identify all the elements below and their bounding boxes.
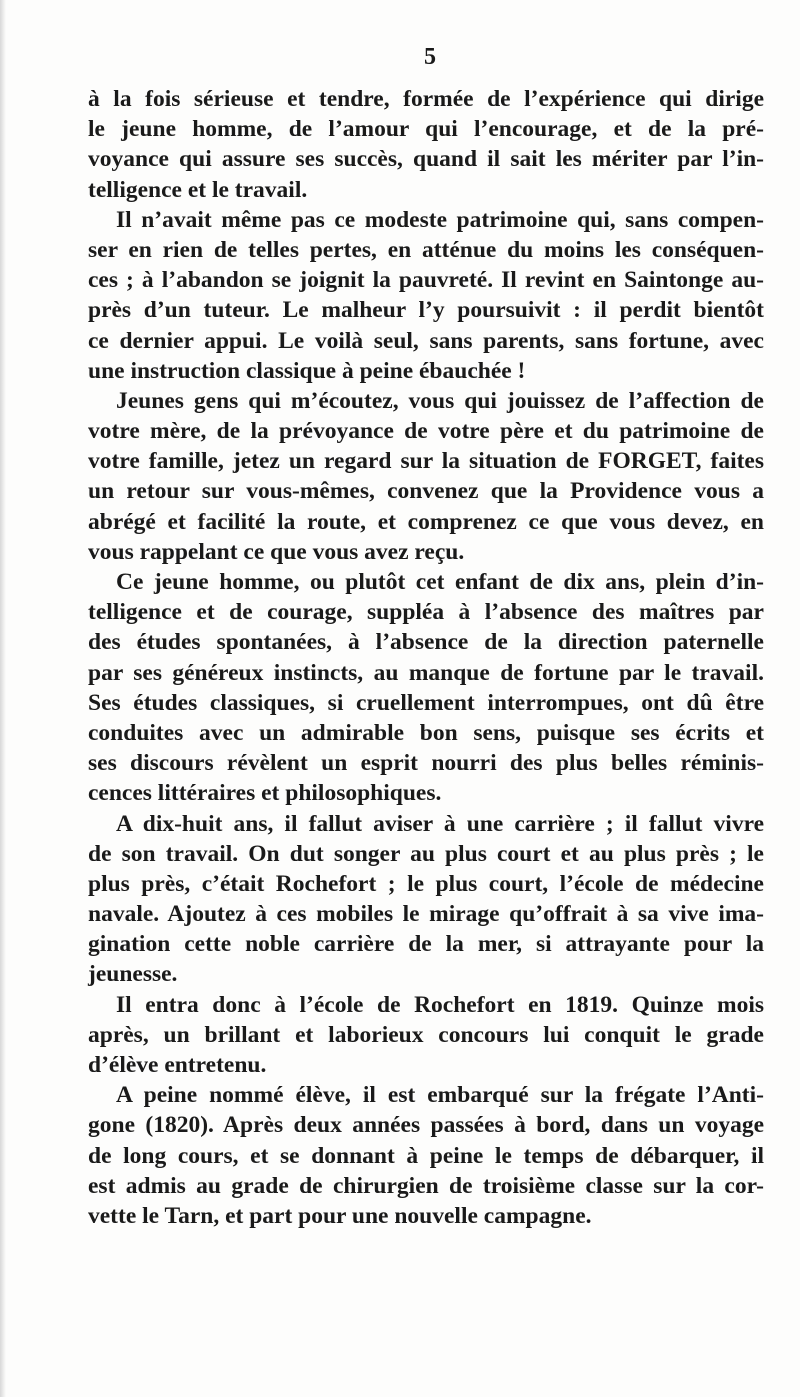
text-line: voyance qui assure ses succès, quand il sait les mériter par l’in-: [88, 146, 764, 173]
text-line: à la fois sérieuse et tendre, formée de l’expérience qui dirige: [88, 86, 764, 112]
text-line: jeunesse.: [88, 961, 178, 988]
text-line: des études spontanées, à l’absence de la direction paternelle: [88, 629, 764, 656]
text-line: Ses études classiques, si cruellement interrompues, ont dû être: [88, 689, 764, 716]
text-line: gination cette noble carrière de la mer, si attrayante pour la: [88, 931, 764, 958]
text-line: d’élève entretenu.: [88, 1052, 267, 1078]
text-line: le jeune homme, de l’amour qui l’encourage, et de la pré-: [88, 116, 764, 143]
text-line: votre mère, de la prévoyance de votre père et du patrimoine de: [88, 418, 764, 445]
text-line: votre famille, jetez un regard sur la situation de FORGET, faites: [88, 448, 764, 475]
page-number: 5: [424, 44, 436, 70]
text-line: conduites avec un admirable bon sens, puisque ses écrits et: [88, 719, 764, 746]
text-line: Jeunes gens qui m’écoutez, vous qui jouissez de l’affection de: [116, 387, 764, 414]
text-line: plus près, c’était Rochefort ; le plus court, l’école de médecine: [88, 870, 764, 897]
text-line: près d’un tuteur. Le malheur l’y poursuivit : il perdit bientôt: [88, 297, 764, 324]
text-line: est admis au grade de chirurgien de troisième classe sur la cor-: [88, 1172, 764, 1199]
text-line: un retour sur vous-mêmes, convenez que la Providence vous a: [88, 478, 764, 505]
text-line: Ce jeune homme, ou plutôt cet enfant de dix ans, plein d’in-: [116, 569, 764, 595]
text-line: gone (1820). Après deux années passées à bord, dans un voyage: [88, 1112, 764, 1139]
body-text: [88, 84, 764, 1231]
text-line: vette le Tarn, et part pour une nouvelle campagne.: [88, 1202, 592, 1229]
text-line: telligence et de courage, suppléa à l’absence des maîtres par: [88, 599, 764, 626]
text-line: navale. Ajoutez à ces mobiles le mirage qu’offrait à sa vive ima-: [88, 901, 764, 928]
text-line: Il n’avait même pas ce modeste patrimoine qui, sans compen-: [116, 206, 764, 233]
text-line: après, un brillant et laborieux concours lui conquit le grade: [88, 1021, 764, 1048]
text-line: Il entra donc à l’école de Rochefort en 1819. Quinze mois: [116, 991, 764, 1018]
text-line: A dix-huit ans, il fallut aviser à une carrière ; il fallut vivre: [116, 810, 764, 837]
text-line: telligence et le travail.: [88, 176, 308, 203]
text-line: ser en rien de telles pertes, en atténue du moins les conséquen-: [88, 236, 764, 263]
text-line: cences littéraires et philosophiques.: [88, 780, 442, 807]
text-line: de long cours, et se donnant à peine le temps de débarquer, il: [88, 1142, 764, 1169]
text-line: une instruction classique à peine ébauchée !: [88, 357, 526, 384]
text-line: abrégé et facilité la route, et comprenez ce que vous devez, en: [88, 508, 764, 535]
page-edge-shadow: [0, 0, 6, 1397]
text-line: ces ; à l’abandon se joignit la pauvreté. Il revint en Saintonge au-: [88, 267, 764, 294]
text-line: ce dernier appui. Le voilà seul, sans parents, sans fortune, avec: [88, 327, 764, 354]
text-line: par ses généreux instincts, au manque de fortune par le travail.: [88, 659, 764, 686]
text-line: vous rappelant ce que vous avez reçu.: [88, 538, 465, 565]
text-line: ses discours révèlent un esprit nourri des plus belles réminis-: [88, 750, 764, 777]
text-line: A peine nommé élève, il est embarqué sur la frégate l’Anti-: [116, 1082, 764, 1109]
text-line: de son travail. On dut songer au plus court et au plus près ; le: [88, 840, 764, 867]
